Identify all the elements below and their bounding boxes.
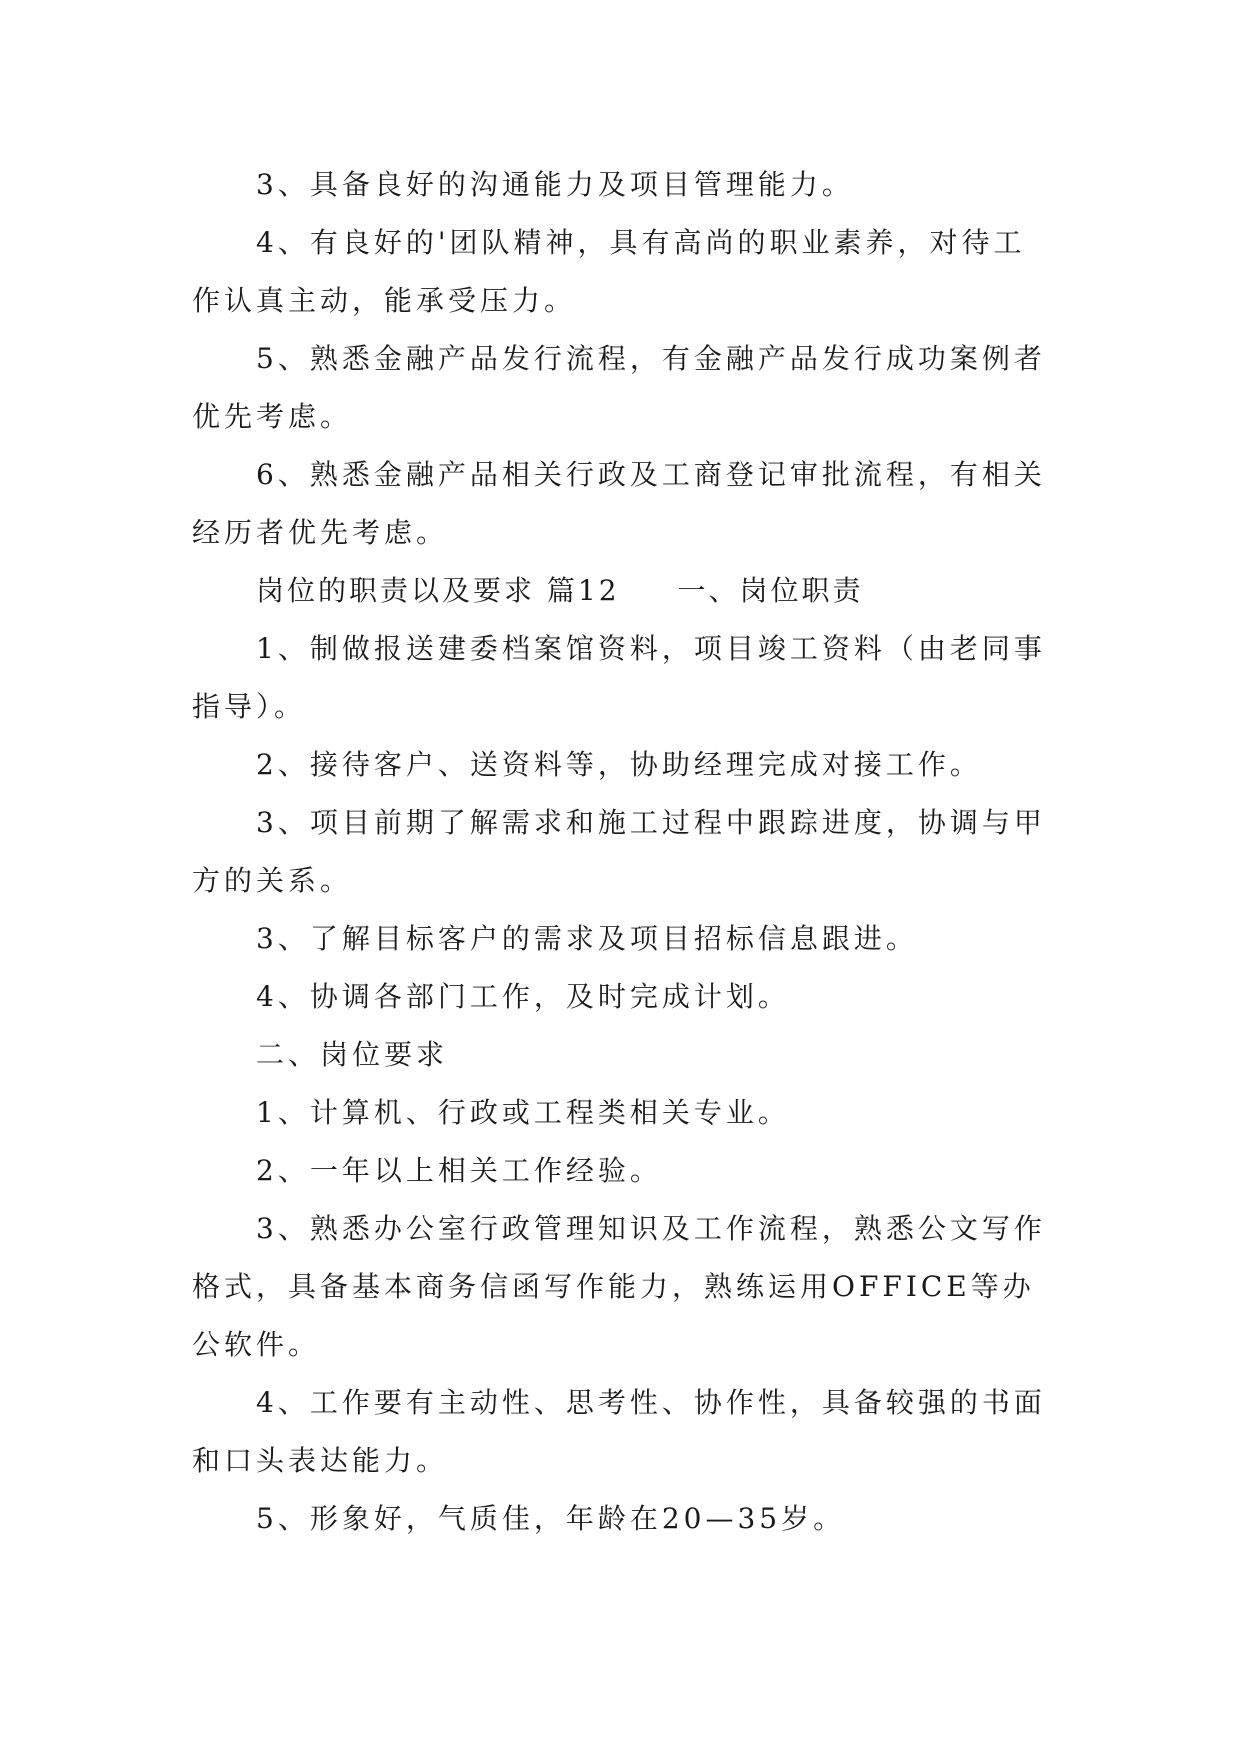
requirement-item: 2、一年以上相关工作经验。 — [256, 1154, 662, 1187]
document-body — [192, 156, 1056, 1548]
requirement-item: 5、形象好，气质佳，年龄在20—35岁。 — [256, 1502, 846, 1535]
paragraph: 6、熟悉金融产品相关行政及工商登记审批流程，有相关经历者优先考虑。 — [192, 458, 1046, 549]
paragraph: 4、有良好的'团队精神，具有高尚的职业素养，对待工作认真主动，能承受压力。 — [192, 226, 1026, 317]
section-title: 岗位的职责以及要求 篇12 — [256, 574, 620, 607]
requirement-item: 3、熟悉办公室行政管理知识及工作流程，熟悉公文写作格式，具备基本商务信函写作能力，熟练运用OFFICE等办公软件。 — [192, 1212, 1046, 1361]
paragraph: 5、熟悉金融产品发行流程，有金融产品发行成功案例者优先考虑。 — [192, 342, 1046, 433]
requirements-heading: 二、岗位要求 — [256, 1038, 449, 1071]
paragraph: 3、具备良好的沟通能力及项目管理能力。 — [256, 168, 854, 201]
requirement-item: 4、工作要有主动性、思考性、协作性，具备较强的书面和口头表达能力。 — [192, 1386, 1046, 1477]
section-subtitle: 一、岗位职责 — [677, 574, 864, 607]
section-heading — [192, 562, 1056, 620]
duty-item: 1、制做报送建委档案馆资料，项目竣工资料（由老同事指导）。 — [192, 632, 1046, 723]
duty-item: 3、项目前期了解需求和施工过程中跟踪进度，协调与甲方的关系。 — [192, 806, 1046, 897]
requirement-item: 1、计算机、行政或工程类相关专业。 — [256, 1096, 790, 1129]
duty-item: 4、协调各部门工作，及时完成计划。 — [256, 980, 790, 1013]
duty-item: 2、接待客户、送资料等，协助经理完成对接工作。 — [256, 748, 982, 781]
duty-item: 3、了解目标客户的需求及项目招标信息跟进。 — [256, 922, 918, 955]
